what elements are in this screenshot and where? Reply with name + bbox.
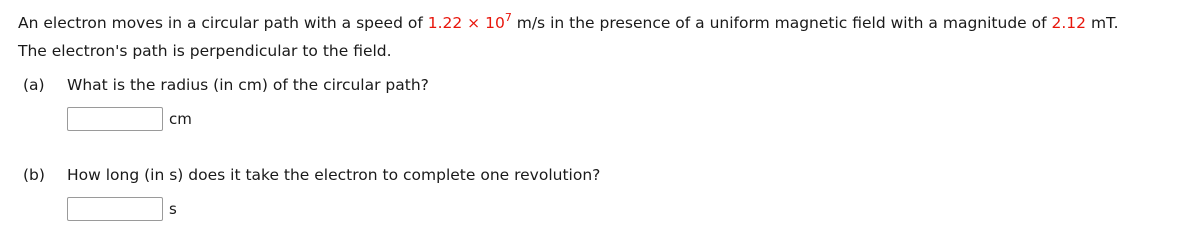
- problem-text-1: An electron moves in a circular path with a speed of: [18, 14, 428, 32]
- part-a-answer-row: [67, 107, 192, 131]
- problem-line-1: [18, 10, 1193, 38]
- part-b-unit: s: [169, 200, 177, 218]
- part-a-unit: cm: [169, 110, 192, 128]
- problem-text-2: m/s in the presence of a uniform magnetic field with a magnitude of: [511, 14, 1052, 32]
- speed-exponent: 7: [504, 11, 512, 24]
- part-b-answer-row: [67, 197, 177, 221]
- part-a-question: [23, 76, 429, 94]
- problem-statement: [18, 10, 1193, 64]
- problem-text-3: mT.: [1086, 14, 1119, 32]
- speed-base: 10: [485, 14, 505, 32]
- speed-mantissa: 1.22: [427, 14, 463, 32]
- field-magnitude: 2.12: [1051, 14, 1087, 32]
- part-b-label: (b): [23, 166, 45, 184]
- part-b-question: [23, 166, 600, 184]
- part-a-text: What is the radius (in cm) of the circular path?: [67, 76, 429, 94]
- part-a-answer-input[interactable]: [67, 107, 163, 131]
- part-b-answer-input[interactable]: [67, 197, 163, 221]
- times-sign: ×: [462, 14, 486, 32]
- part-a-label: (a): [23, 76, 45, 94]
- part-b-text: How long (in s) does it take the electron to complete one revolution?: [67, 166, 601, 184]
- problem-line-2: The electron's path is perpendicular to the field.: [18, 42, 392, 60]
